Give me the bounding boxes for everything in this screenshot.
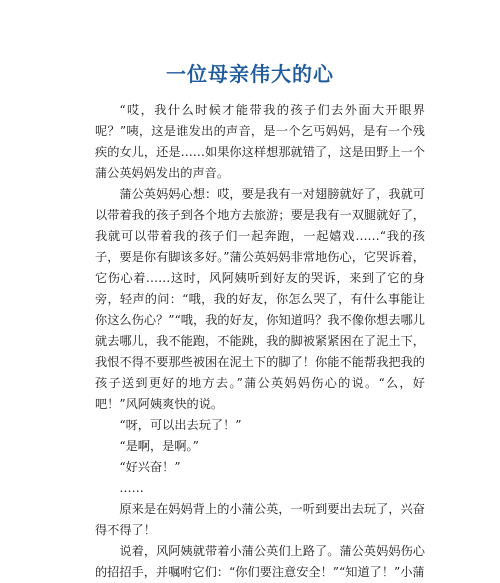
paragraph: 说着，风阿姨就带着小蒲公英们上路了。蒲公英妈妈伤心的招招手，并嘱咐它们：“你们要注意安全！”“知道了！”小蒲 — [95, 544, 425, 579]
article-body — [95, 100, 425, 583]
paragraph: …… — [119, 481, 144, 495]
paragraph: “是啊，是啊。” — [119, 439, 199, 453]
paragraph: “呀，可以出去玩了！” — [119, 418, 242, 432]
paragraph: 原来是在妈妈背上的小蒲公英，一听到要出去玩了，兴奋得不得了！ — [95, 502, 425, 537]
article-title: 一位母亲伟大的心 — [166, 62, 334, 86]
paragraph: 蒲公英妈妈心想：哎，要是我有一对翅膀就好了，我就可以带着我的孩子到各个地方去旅游；要是我有一双腿就好了，我就可以带着我的孩子们一起奔跑，一起嬉戏……“我的孩子，要是你有脚该多好。”蒲公英妈妈非常地伤心，它哭诉着，它伤心着……这时，风阿姨听到好友的哭诉，来到了它的身旁，轻声的问：“哦，我的好友，你怎么哭了，有什么事能让你这么伤心？”“哦，我的好友，你知道吗？我不像你想去哪儿就去哪儿，我不能跑，不能跳，我的脚被紧紧困在了泥土下，我恨不得不要那些被困在泥土下的脚了！你能不能帮我把我的孩子送到更好的地方去。”蒲公英妈妈伤心的说。“么，好吧！”风阿姨爽快的说。 — [95, 187, 425, 411]
paragraph: “好兴奋！” — [119, 460, 181, 474]
paragraph: “哎，我什么时候才能带我的孩子们去外面大开眼界呢？”咦，这是谁发出的声音，是一个乞丐妈妈，是有一个残疾的女儿，还是……如果你这样想那就错了，这是田野上一个蒲公英妈妈发出的声音。 — [95, 103, 425, 180]
